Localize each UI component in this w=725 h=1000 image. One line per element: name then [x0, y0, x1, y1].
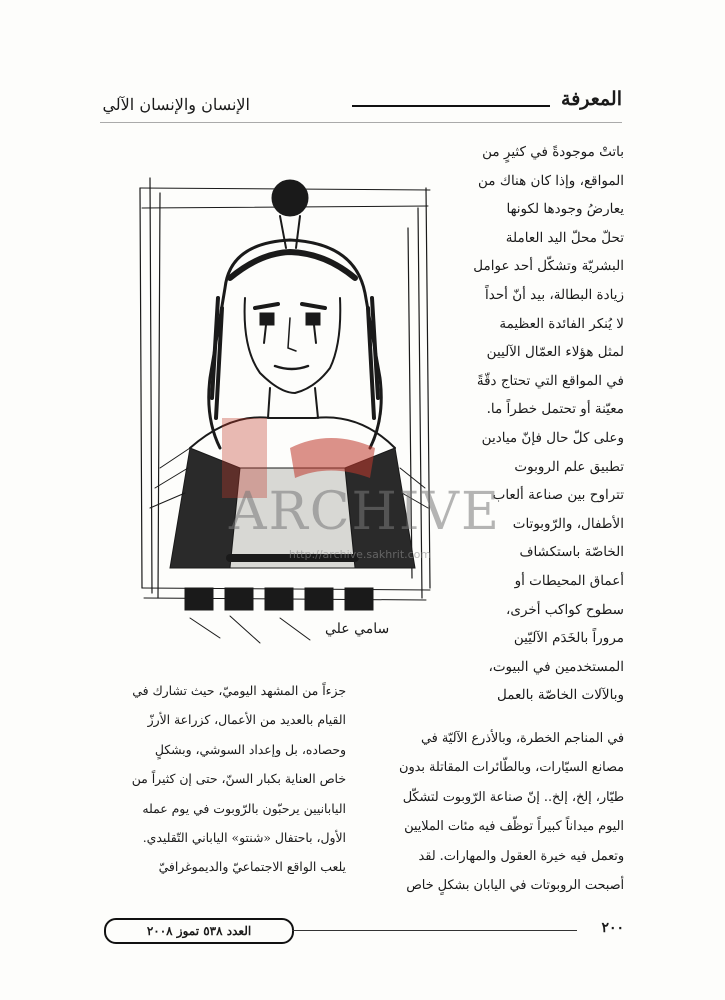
- text-line: لمثل هؤلاء العمّال الآليين: [486, 344, 624, 361]
- text-line: اليابانيين يرحبّون بالرّوبوت في يوم عمله: [142, 800, 346, 816]
- issue-label: العدد ٥٣٨ تموز ٢٠٠٨: [104, 918, 294, 944]
- text-line: في المناجم الخطرة، وبالأذرع الآليّة في: [421, 731, 624, 746]
- text-line: المستخدمين في البيوت،: [488, 658, 624, 675]
- text-line: يلعب الواقع الاجتماعيّ والديموغرافيّ: [158, 859, 346, 875]
- text-line: المواقع، وإذا كان هناك من: [478, 172, 624, 189]
- running-title: الإنسان والإنسان الآلي: [102, 95, 250, 114]
- text-line: أصبحت الروبوتات في اليابان بشكلٍ خاص: [406, 877, 624, 893]
- header-divider: [100, 122, 622, 123]
- text-line: أعماق المحيطات أو: [514, 572, 624, 589]
- text-line: تحلّ محلّ اليد العاملة: [505, 229, 624, 246]
- text-line: تطبيق علم الروبوت: [514, 458, 624, 475]
- text-line: باتتْ موجودةً في كثيرٍ من: [482, 144, 624, 160]
- magazine-logo: المعرفة: [561, 88, 622, 110]
- text-line: لا يُنكر الفائدة العظيمة: [499, 315, 624, 332]
- text-line: وعلى كلّ حال فإنّ ميادين: [481, 429, 624, 446]
- text-line: اليوم ميداناً كبيراً توظّف فيه مئات الملايين: [404, 819, 624, 835]
- text-line: خاص العناية بكبار السنّ، حتى إن كثيراً من: [131, 771, 346, 787]
- text-line: وحصاده، بل وإعداد السوشي، وبشكلٍ: [154, 741, 346, 757]
- text-line: الأطفال، والرّوبوتات: [512, 515, 624, 532]
- text-line: في المواقع التي تحتاج دقّةً: [476, 372, 624, 389]
- header-rule: [352, 105, 550, 107]
- text-line: مصانع السيّارات، وبالطّائرات المقاتلة بدون: [399, 760, 624, 776]
- left-text-column: [100, 676, 346, 882]
- text-line: جزءاً من المشهد اليوميّ، حيث تشارك في: [132, 683, 346, 698]
- right-text-column: [452, 138, 624, 710]
- text-line: وبالآلات الخاصّة بالعمل: [497, 687, 624, 704]
- text-line: يعارضُ وجودها لكونها: [506, 201, 624, 218]
- page-number: ٢٠٠: [601, 920, 624, 936]
- right-text-continuation: [352, 724, 624, 900]
- text-line: زيادة البطالة، بيد أنّ أحداً: [485, 286, 624, 303]
- text-line: طيّار، إلخ، إلخ.. إنّ صناعة الرّوبوت لتشكّل: [402, 789, 624, 805]
- text-line: سطوح كواكب أخرى،: [506, 601, 624, 618]
- text-line: الأول، باحتفال «شنتو» الياباني التّقليدي.: [142, 829, 346, 845]
- text-line: معيّنة أو تحتمل خطراً ما.: [486, 401, 624, 418]
- archive-watermark: ARCHIVE: [229, 482, 501, 542]
- archive-watermark-url: http://archive.sakhrit.com: [288, 548, 432, 561]
- text-line: وتعمل فيه خيرة العقول والمهارات. لقد: [418, 848, 624, 864]
- text-line: تتراوح بين صناعة ألعاب: [492, 487, 624, 504]
- footer-rule: [292, 930, 577, 931]
- portrait-sketch: [130, 148, 435, 653]
- text-line: البشريّة وتشكّل أحد عوامل: [473, 258, 624, 275]
- text-line: الخاصّة باستكشاف: [519, 544, 624, 561]
- text-line: مروراً بالخَدَم الآليّين: [513, 630, 624, 647]
- sketch-illustration: [130, 148, 435, 653]
- text-line: القيام بالعديد من الأعمال، كزراعة الأرزّ: [147, 712, 346, 728]
- artist-signature: سامي علي: [325, 621, 390, 637]
